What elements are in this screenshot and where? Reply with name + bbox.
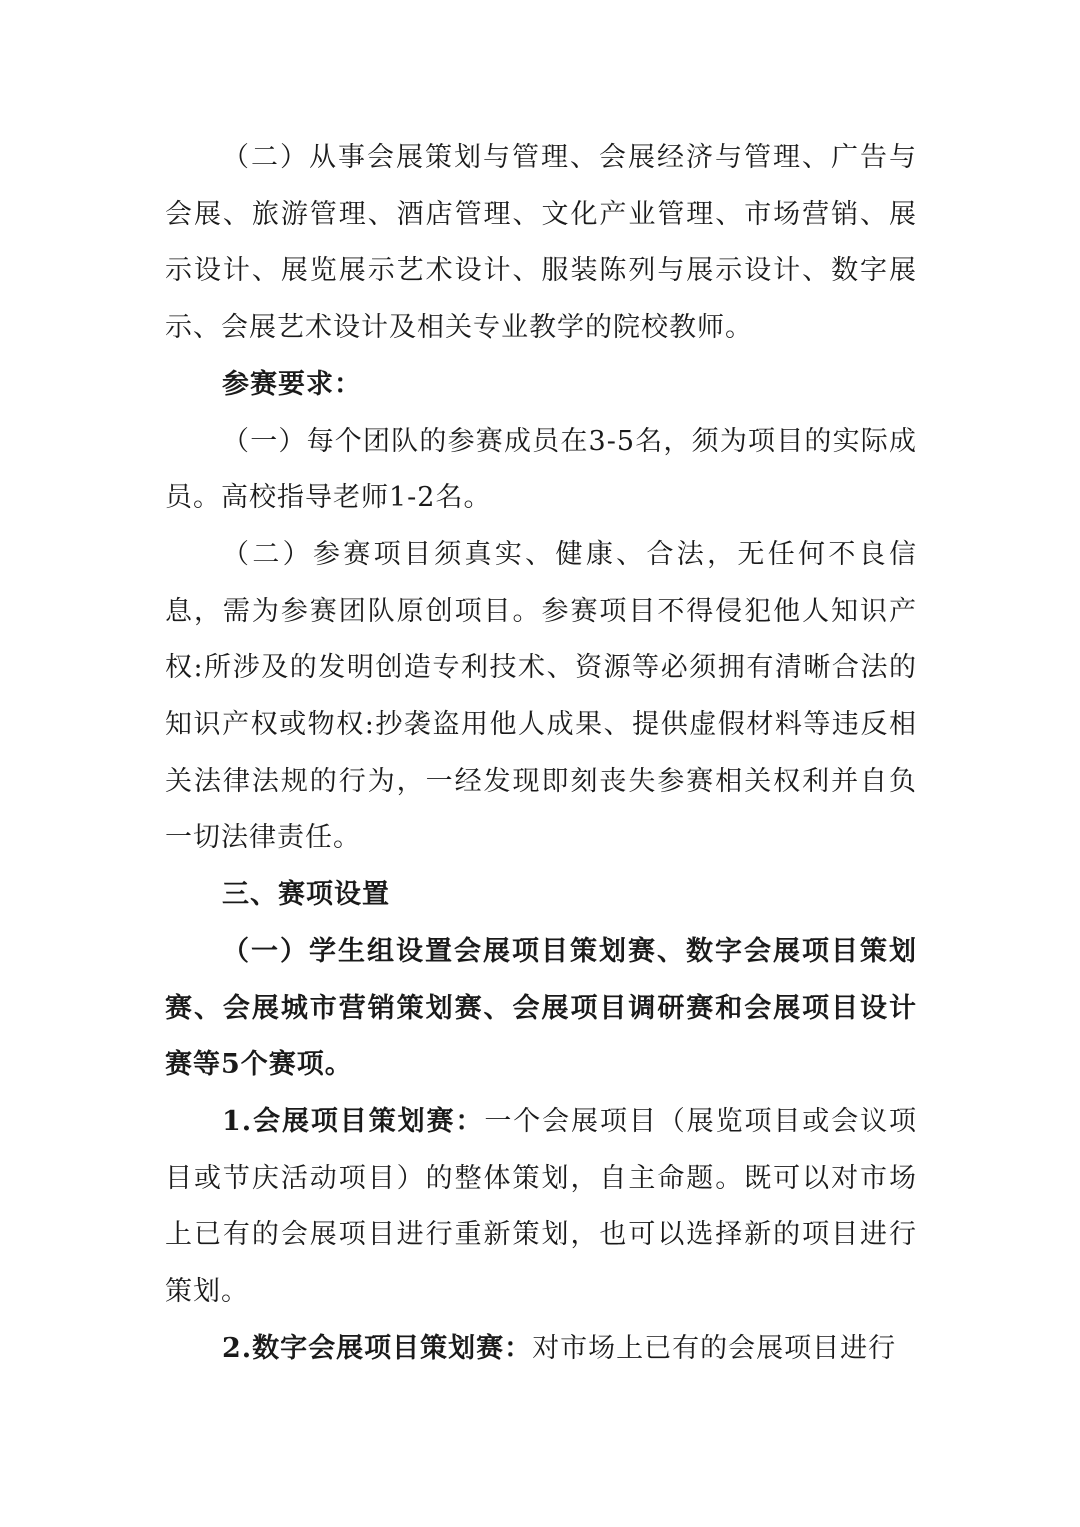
heading-section-three: 三、赛项设置 bbox=[222, 879, 390, 911]
item-1-lead: 1.会展项目策划赛： bbox=[222, 1105, 485, 1137]
item-2-lead: 2.数字会展项目策划赛： bbox=[222, 1332, 533, 1364]
item-2-body: 对市场上已有的会展项目进行 bbox=[532, 1332, 897, 1364]
paragraph-project-rules: （二）参赛项目须真实、健康、合法，无任何不良信息，需为参赛团队原创项目。参赛项目不得侵犯他人知识产权:所涉及的发明创造专利技术、资源等必须拥有清晰合法的知识产权或物权:抄袭盗用他人成果、提供虚假材料等违反相关法律法规的行为，一经发现即刻丧失参赛相关权利并自负一切法律责任。 bbox=[165, 538, 917, 854]
paragraph-eligible-teachers: （二）从事会展策划与管理、会展经济与管理、广告与会展、旅游管理、酒店管理、文化产业管理、市场营销、展示设计、展览展示艺术设计、服装陈列与展示设计、数字展示、会展艺术设计及相关专业教学的院校教师。 bbox=[165, 142, 917, 344]
paragraph-student-events: （一）学生组设置会展项目策划赛、数字会展项目策划赛、会展城市营销策划赛、会展项目调研赛和会展项目设计赛等5个赛项。 bbox=[165, 935, 917, 1081]
paragraph-item-2 bbox=[165, 1321, 917, 1378]
paragraph-team-size: （一）每个团队的参赛成员在3-5名，须为项目的实际成员。高校指导老师1-2名。 bbox=[165, 425, 917, 514]
document-body bbox=[165, 130, 917, 1377]
item-1-body: 一个会展项目（展览项目或会议项目或节庆活动项目）的整体策划，自主命题。既可以对市场上已有的会展项目进行重新策划，也可以选择新的项目进行策划。 bbox=[165, 1105, 918, 1308]
paragraph-item-1 bbox=[165, 1094, 917, 1321]
heading-requirements: 参赛要求： bbox=[222, 368, 362, 400]
